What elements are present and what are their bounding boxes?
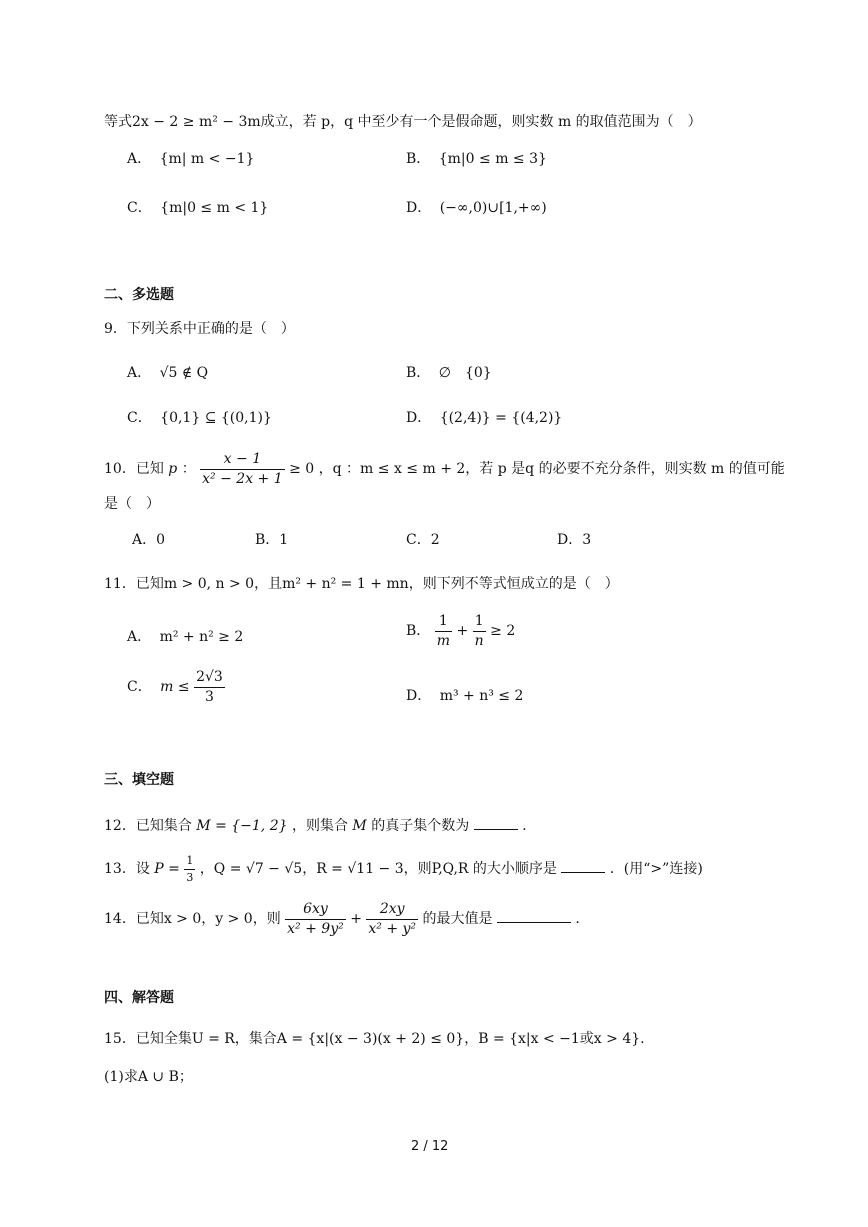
q10-colon: ： xyxy=(181,461,196,478)
option-label: C． xyxy=(127,410,152,426)
option-text: 0 xyxy=(156,532,166,548)
q15-stem: 15．已知全集U = R，集合A = {x|(x − 3)(x + 2) ≤ 0}，B = {x|x < −1或x > 4}. xyxy=(104,1031,645,1047)
q10-lead: 10．已知 xyxy=(104,461,164,478)
q13-end: ．(用“>”连接) xyxy=(609,861,703,878)
q10-stem-line2: 是（ ） xyxy=(104,496,160,512)
q8-option-d xyxy=(406,201,547,215)
section-heading-multiple-choice: 二、多选题 xyxy=(104,287,174,303)
option-text: {m|0 ≤ m ≤ 3} xyxy=(438,151,547,167)
q8-option-a xyxy=(127,152,254,166)
q12-mid: ，则集合 xyxy=(291,818,348,834)
option-text: {m| m < −1} xyxy=(159,151,255,167)
answer-blank[interactable] xyxy=(561,860,605,873)
q11-option-c xyxy=(127,670,225,704)
fraction-denominator: x² + y² xyxy=(368,920,417,937)
option-label: D． xyxy=(406,688,432,704)
fraction-denominator: 3 xyxy=(186,870,194,884)
option-label: B． xyxy=(406,151,431,167)
q10-tail: p 是q 的必要不充分条件，则实数 m 的值可能 xyxy=(497,461,785,478)
fraction-numerator: 2xy xyxy=(366,902,418,920)
q13-fraction xyxy=(184,855,195,883)
fraction-numerator: 6xy xyxy=(285,902,346,920)
q11-option-d xyxy=(406,689,523,703)
q12-end: . xyxy=(522,818,527,834)
q8-option-b xyxy=(406,152,547,166)
option-text: 2 xyxy=(430,532,440,548)
q11-option-b xyxy=(406,614,515,648)
option-label: D． xyxy=(557,532,583,548)
q14-plus: + xyxy=(350,911,362,928)
option-text: {0,1} ⊆ {(0,1)} xyxy=(160,410,272,426)
q10-option-a xyxy=(132,533,165,547)
option-text: {(2,4)} = {(4,2)} xyxy=(439,410,563,426)
q14-end: . xyxy=(575,911,580,928)
option-b-fraction-2 xyxy=(473,614,486,648)
q14-fraction-1 xyxy=(285,902,346,936)
q12-post: 的真子集个数为 xyxy=(371,818,470,834)
q9-option-b xyxy=(406,366,492,380)
option-text: m³ + n³ ≤ 2 xyxy=(439,688,524,704)
option-text: (−∞,0)∪[1,+∞) xyxy=(439,200,547,216)
q10-option-b xyxy=(255,533,288,547)
q13-p: P = xyxy=(154,861,180,878)
answer-blank[interactable] xyxy=(497,910,571,923)
q12-m: M xyxy=(352,818,367,834)
page-number: 2 / 12 xyxy=(411,1139,449,1154)
fraction-denominator: x² + 9y² xyxy=(287,920,344,937)
q15-part1: (1)求A ∪ B； xyxy=(104,1069,193,1085)
fraction-denominator: m xyxy=(436,632,451,649)
option-label: B． xyxy=(255,532,280,548)
q12-pre: 12．已知集合 xyxy=(104,818,192,834)
q10-q-part: ，q ：m ≤ x ≤ m + 2，若 xyxy=(318,461,494,478)
option-text: √5 ∉ Q xyxy=(159,365,209,381)
option-label: A． xyxy=(132,532,157,548)
fraction-numerator: x − 1 xyxy=(200,452,284,470)
q13-rest: ，Q = √7 − √5，R = √11 − 3，则P,Q,R 的大小顺序是 xyxy=(199,861,557,878)
q8-option-c xyxy=(127,201,268,215)
option-text: 3 xyxy=(582,532,592,548)
q12-set: M = {−1, 2} xyxy=(196,818,288,834)
section-heading-solutions: 四、解答题 xyxy=(104,990,174,1006)
fraction-numerator: 1 xyxy=(184,855,195,870)
option-label: C． xyxy=(127,200,152,216)
section-heading-fill-in: 三、填空题 xyxy=(104,772,174,788)
q9-option-d xyxy=(406,411,562,425)
option-label: A． xyxy=(127,629,152,645)
option-label: B． xyxy=(406,623,431,640)
q10-stem xyxy=(104,452,785,486)
q14-post: 的最大值是 xyxy=(422,911,493,928)
fraction-numerator: 1 xyxy=(473,614,486,632)
fraction-denominator: n xyxy=(474,632,484,649)
option-label: D． xyxy=(406,410,432,426)
q10-p: p xyxy=(168,461,178,478)
q14-stem xyxy=(104,902,580,936)
option-text: {m|0 ≤ m < 1} xyxy=(160,200,269,216)
option-b-fraction-1 xyxy=(435,614,452,648)
q10-option-d xyxy=(557,533,591,547)
q9-stem: 9．下列关系中正确的是（ ） xyxy=(104,321,295,337)
option-label: A． xyxy=(127,151,152,167)
q11-stem: 11．已知m > 0, n > 0，且m² + n² = 1 + mn，则下列不等式恒成立的是（ ） xyxy=(104,576,619,592)
option-text: m² + n² ≥ 2 xyxy=(159,629,244,645)
q8-stem: 等式2x − 2 ≥ m² − 3m成立，若 p，q 中至少有一个是假命题，则实数 m 的取值范围为（ ） xyxy=(104,114,702,130)
option-c-fraction xyxy=(194,670,225,704)
q11-option-a xyxy=(127,630,243,644)
fraction-denominator: x² − 2x + 1 xyxy=(202,470,283,487)
fraction-numerator: 2√3 xyxy=(194,670,225,688)
option-label: A． xyxy=(127,365,152,381)
option-label: D． xyxy=(406,200,432,216)
option-label: B． xyxy=(406,365,431,381)
q13-pre: 13．设 xyxy=(104,861,150,878)
option-label: C． xyxy=(127,679,152,696)
q10-fraction xyxy=(200,452,284,486)
q10-option-c xyxy=(406,533,440,547)
q13-stem xyxy=(104,855,703,883)
option-label: C． xyxy=(406,532,431,548)
answer-blank[interactable] xyxy=(474,817,518,830)
option-text: 1 xyxy=(279,532,289,548)
option-b-plus: + xyxy=(456,623,469,640)
q12-stem xyxy=(104,817,527,833)
q9-option-a xyxy=(127,366,208,380)
option-text: m ≤ xyxy=(160,679,190,696)
option-b-rest: ≥ 2 xyxy=(490,623,516,640)
fraction-numerator: 1 xyxy=(435,614,452,632)
option-text: ∅ {0} xyxy=(438,365,492,381)
fraction-denominator: 3 xyxy=(205,688,214,705)
q9-option-c xyxy=(127,411,272,425)
q10-ineq: ≥ 0 xyxy=(289,461,315,478)
q14-pre: 14．已知x > 0，y > 0，则 xyxy=(104,911,281,928)
q14-fraction-2 xyxy=(366,902,418,936)
